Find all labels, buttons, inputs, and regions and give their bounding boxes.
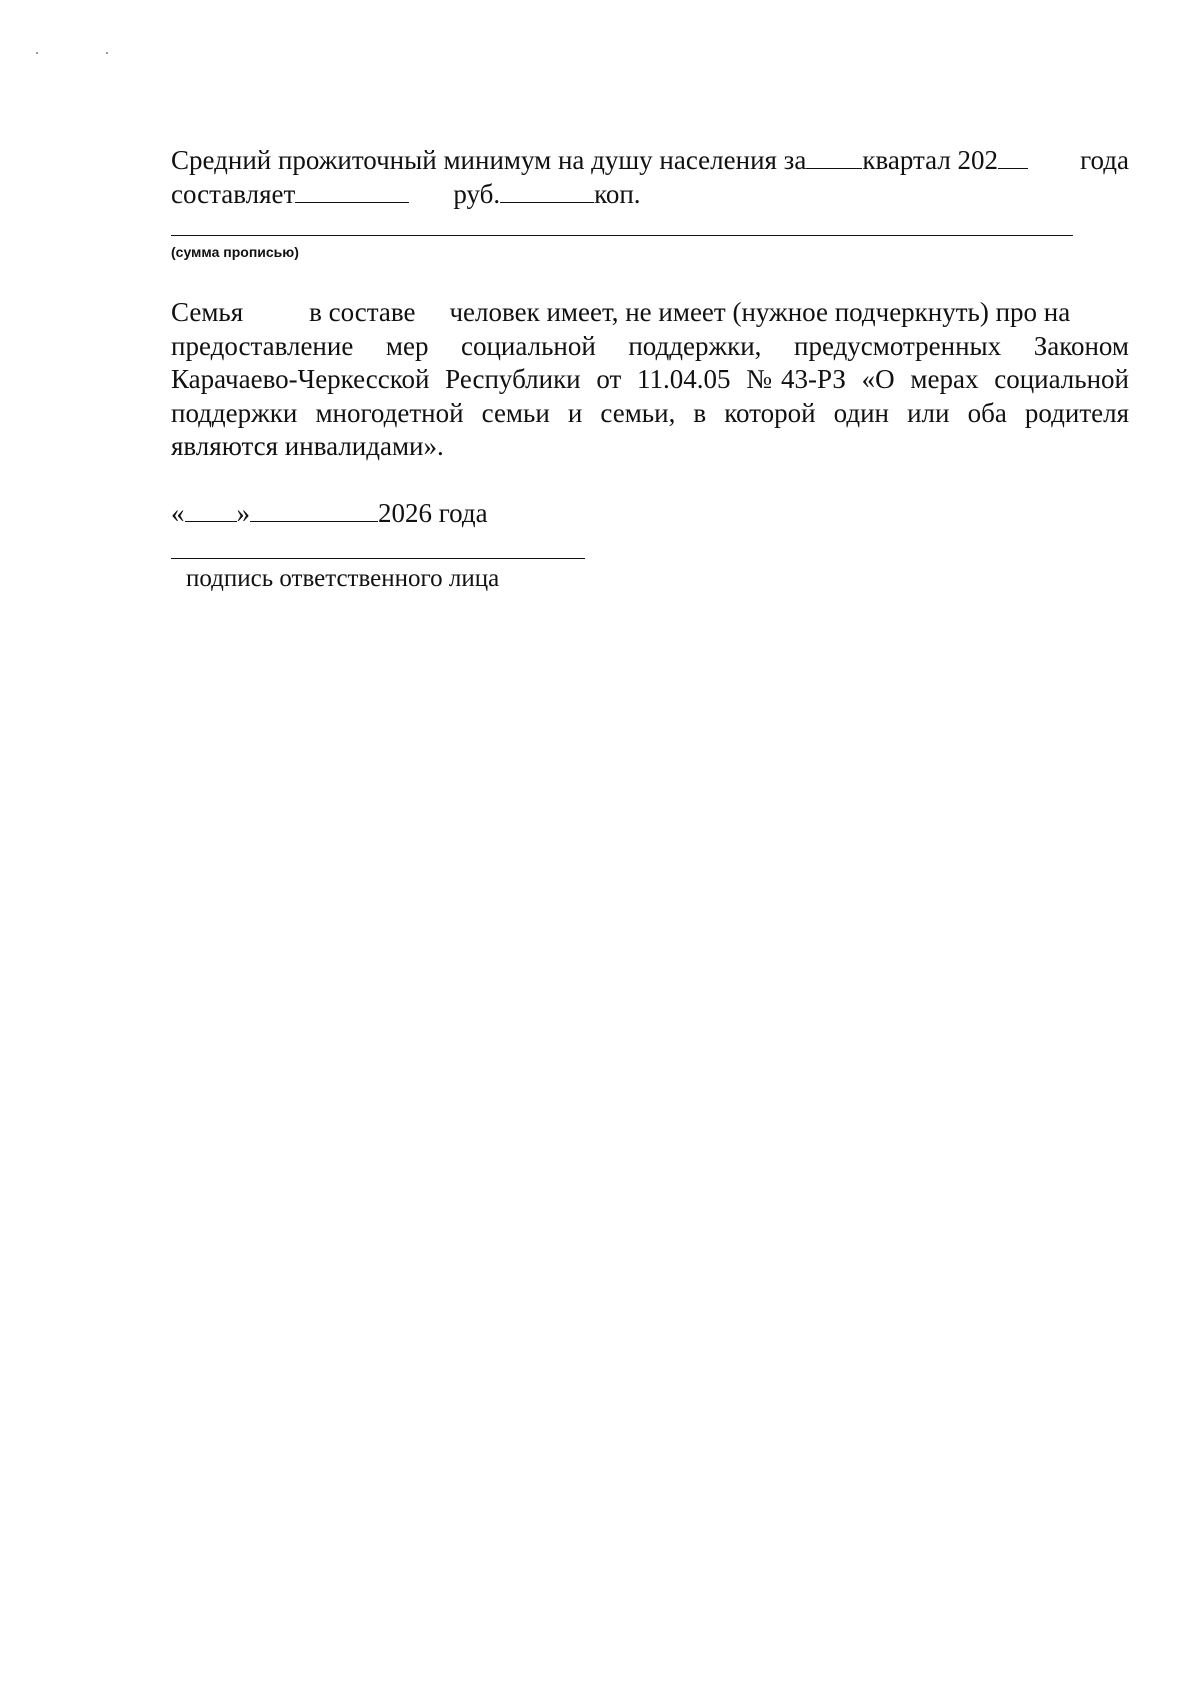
persons-text: человек имеет, не имеет (нужное подчеркнуть) про на: [449, 297, 1071, 327]
subsistence-line-1: [171, 143, 1129, 177]
subsistence-text-a: Средний прожиточный минимум на душу населения за: [171, 145, 807, 175]
composition-label: в составе: [309, 297, 416, 327]
family-label: Семья: [171, 297, 244, 327]
family-paragraph-line-5: являются инвалидами».: [171, 431, 444, 461]
quarter-blank[interactable]: [806, 146, 862, 169]
family-paragraph-line-2: предоставление мер социальной поддержки, предусмотренных Законом: [171, 331, 1129, 361]
month-blank[interactable]: [250, 499, 378, 522]
day-blank[interactable]: [185, 499, 237, 522]
subsistence-text-b: квартал 202: [862, 145, 999, 175]
kopecks-blank[interactable]: [500, 180, 594, 203]
amount-in-words-line[interactable]: [171, 235, 1073, 236]
family-paragraph-line-1: [171, 296, 1129, 330]
amount-in-words-caption: (сумма прописью): [171, 244, 299, 260]
family-paragraph-line-4: поддержки многодетной семьи и семьи, в которой один или оба родителя: [171, 398, 1129, 428]
scan-speck: [106, 52, 108, 54]
date-close-quote: »: [236, 498, 250, 528]
scan-speck: [36, 52, 38, 54]
year-digit-blank[interactable]: [998, 146, 1028, 169]
date-line: [171, 496, 488, 530]
date-year: 2026 года: [378, 498, 488, 528]
rubles-label: руб.: [453, 179, 501, 209]
rubles-blank[interactable]: [295, 180, 409, 203]
signature-line[interactable]: [171, 558, 585, 559]
family-paragraph-line-3: Карачаево-Черкесской Республики от 11.04.05 №43-РЗ «О мерах социальной: [171, 364, 1129, 394]
amount-label: составляет: [171, 179, 296, 209]
signature-label: подпись ответственного лица: [186, 565, 500, 592]
kopecks-label: коп.: [594, 179, 641, 209]
date-open-quote: «: [171, 498, 185, 528]
subsistence-line-2: [171, 177, 641, 211]
subsistence-text-c: года: [1080, 145, 1129, 175]
